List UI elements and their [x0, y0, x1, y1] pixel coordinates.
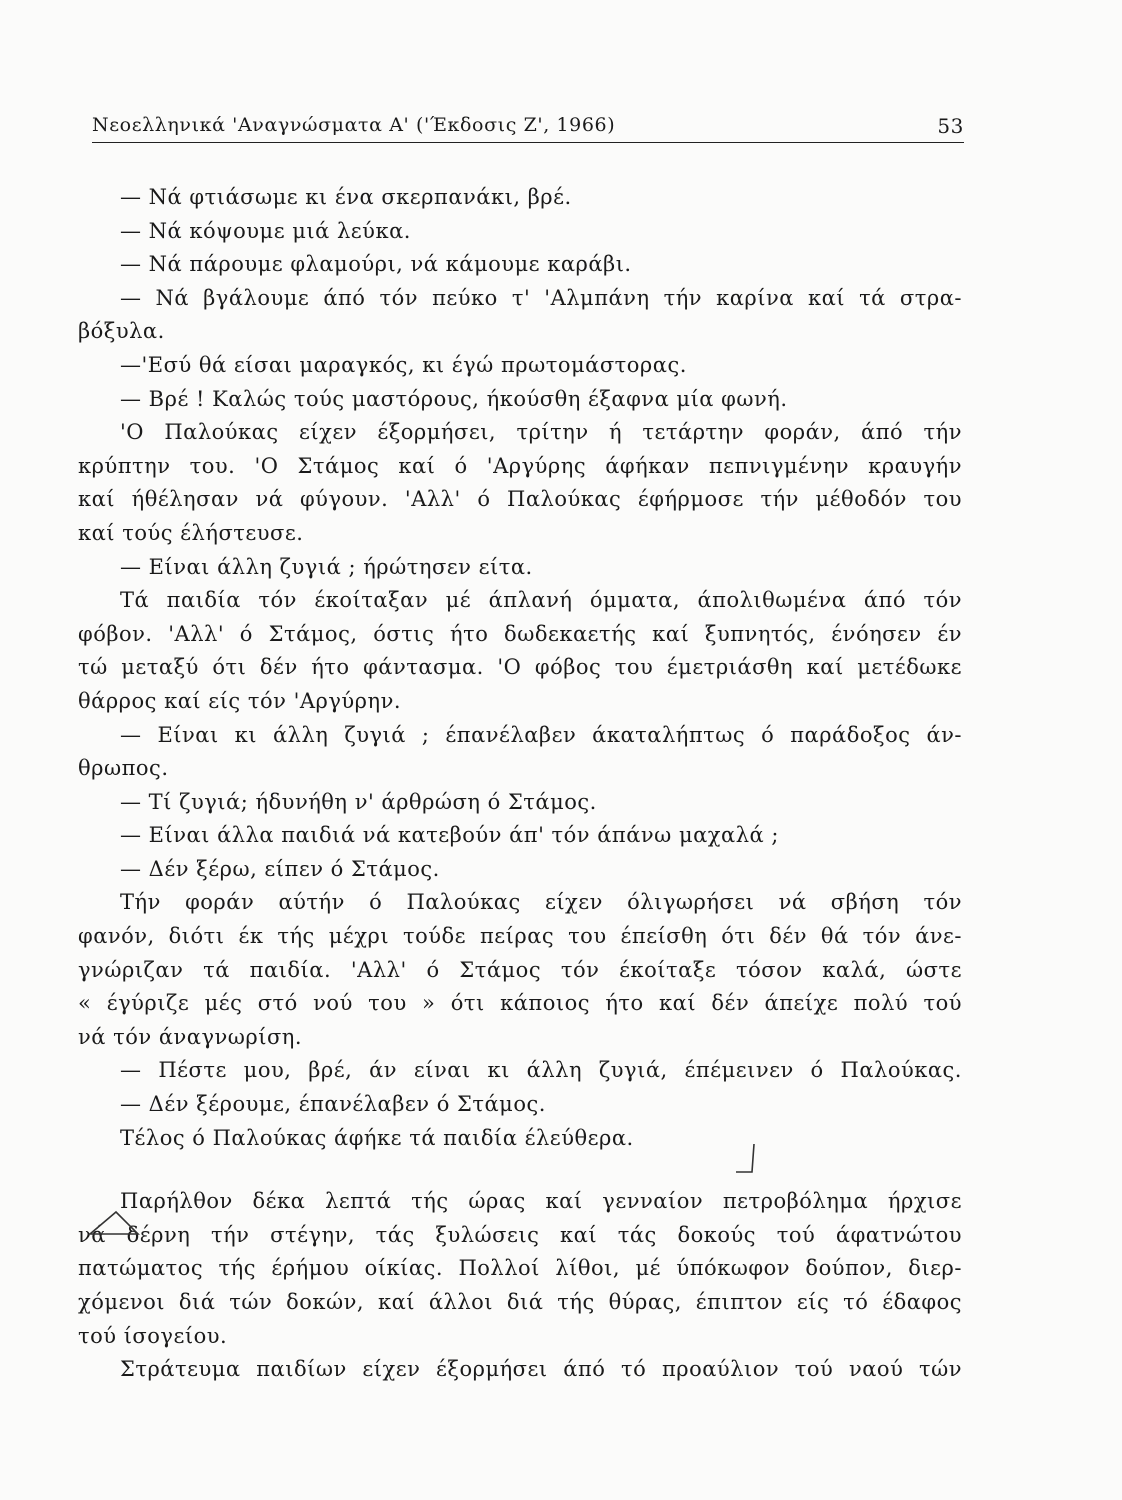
- text-line: Τήν φοράν αύτήν ό Παλούκας είχεν όλιγωρήσει νά σβήση τόν: [120, 890, 962, 915]
- text-line: Στράτευμα παιδίων είχεν έξορμήσει άπό τό προαύλιον τού ναού τών: [120, 1357, 962, 1382]
- text-line: καί τούς έλήστευσε.: [78, 520, 304, 545]
- text-line: κρύπτην του. 'Ο Στάμος καί ό 'Αργύρης άφήκαν πεπνιγμένην κραυγήν: [78, 453, 962, 478]
- text-line: καί ήθέλησαν νά φύγουν. 'Αλλ' ό Παλούκας έφήρμοσε τήν μέθοδόν του: [78, 487, 962, 512]
- text-line: γνώριζαν τά παιδία. 'Αλλ' ό Στάμος τόν έκοίταξε τόσον καλά, ώστε: [78, 957, 962, 982]
- text-line: νά δέρνη τήν στέγην, τάς ξυλώσεις καί τάς δοκούς τού άφατνώτου: [78, 1222, 962, 1247]
- text-line: — Πέστε μου, βρέ, άν είναι κι άλλη ζυγιά, έπέμεινεν ό Παλούκας.: [120, 1058, 962, 1083]
- text-line: — Είναι άλλη ζυγιά ; ήρώτησεν είτα.: [120, 554, 533, 579]
- page-number: 53: [937, 114, 964, 138]
- text-line: — Νά φτιάσωμε κι ένα σκερπανάκι, βρέ.: [120, 185, 572, 209]
- text-line: — Νά κόψουμε μιά λεύκα.: [120, 218, 411, 243]
- text-line: νά τόν άναγνωρίση.: [78, 1024, 303, 1049]
- text-line: — Είναι άλλα παιδιά νά κατεβούν άπ' τόν άπάνω μαχαλά ;: [120, 823, 779, 848]
- text-line: τώ μεταξύ ότι δέν ήτο φάντασμα. 'Ο φόβος του έμετριάσθη καί μετέδωκε: [78, 655, 962, 680]
- text-line: φανόν, διότι έκ τής μέχρι τούδε πείρας του έπείσθη ότι δέν θά τόν άνε-: [78, 924, 962, 949]
- text-line: — Νά βγάλουμε άπό τόν πεύκο τ' 'Αλμπάνη τήν καρίνα καί τά στρα-: [120, 285, 962, 310]
- text-line: βόξυλα.: [78, 319, 165, 344]
- running-title: Νεοελληνικά 'Αναγνώσματα Α' ('Έκδοσις Ζ', 1966): [92, 114, 616, 136]
- section-gap: [78, 1155, 962, 1185]
- text-line: Τά παιδία τόν έκοίταξαν μέ άπλανή όμματα, άπολιθωμένα άπό τόν: [120, 588, 962, 613]
- text-line: — Βρέ ! Καλώς τούς μαστόρους, ήκούσθη έξαφνα μία φωνή.: [120, 386, 788, 411]
- text-line: θάρρος καί είς τόν 'Αργύρην.: [78, 688, 402, 713]
- text-line: — Νά πάρουμε φλαμούρι, νά κάμουμε καράβι.: [120, 252, 632, 277]
- text-line: — Τί ζυγιά; ήδυνήθη ν' άρθρώση ό Στάμος.: [120, 789, 597, 814]
- text-line: Παρήλθον δέκα λεπτά τής ώρας καί γενναίον πετροβόλημα ήρχισε: [120, 1189, 962, 1214]
- text-line: τού ίσογείου.: [78, 1323, 228, 1348]
- text-line: — Είναι κι άλλη ζυγιά ; έπανέλαβεν άκαταλήπτως ό παράδοξος άν-: [120, 722, 962, 747]
- header-rule: [92, 142, 964, 143]
- text-line: —'Εσύ θά είσαι μαραγκός, κι έγώ πρωτομάστορας.: [120, 352, 687, 377]
- text-line: — Δέν ξέρουμε, έπανέλαβεν ό Στάμος.: [120, 1092, 546, 1117]
- pencil-stroke-icon: [730, 1138, 770, 1178]
- text-line: Τέλος ό Παλούκας άφήκε τά παιδία έλεύθερα.: [120, 1125, 634, 1150]
- text-line: « έγύριζε μές στό νού του » ότι κάποιος ήτο καί δέν άπείχε πολύ τού: [78, 991, 962, 1016]
- text-line: 'Ο Παλούκας είχεν έξορμήσει, τρίτην ή τετάρτην φοράν, άπό τήν: [120, 420, 962, 445]
- running-header: [92, 108, 964, 142]
- text-line: φόβον. 'Αλλ' ό Στάμος, όστις ήτο δωδεκαετής καί ξυπνητός, ένόησεν έν: [78, 621, 962, 646]
- text-line: θρωπος.: [78, 756, 169, 781]
- text-line: χόμενοι διά τών δοκών, καί άλλοι διά τής θύρας, έπιπτον είς τό έδαφος: [78, 1290, 962, 1314]
- text-line: πατώματος τής έρήμου οίκίας. Πολλοί λίθοι, μέ ύπόκωφον δούπον, διερ-: [78, 1256, 962, 1281]
- pencil-mark-icon: [86, 1208, 142, 1238]
- text-line: — Δέν ξέρω, είπεν ό Στάμος.: [120, 856, 440, 881]
- body-text: [78, 181, 962, 1387]
